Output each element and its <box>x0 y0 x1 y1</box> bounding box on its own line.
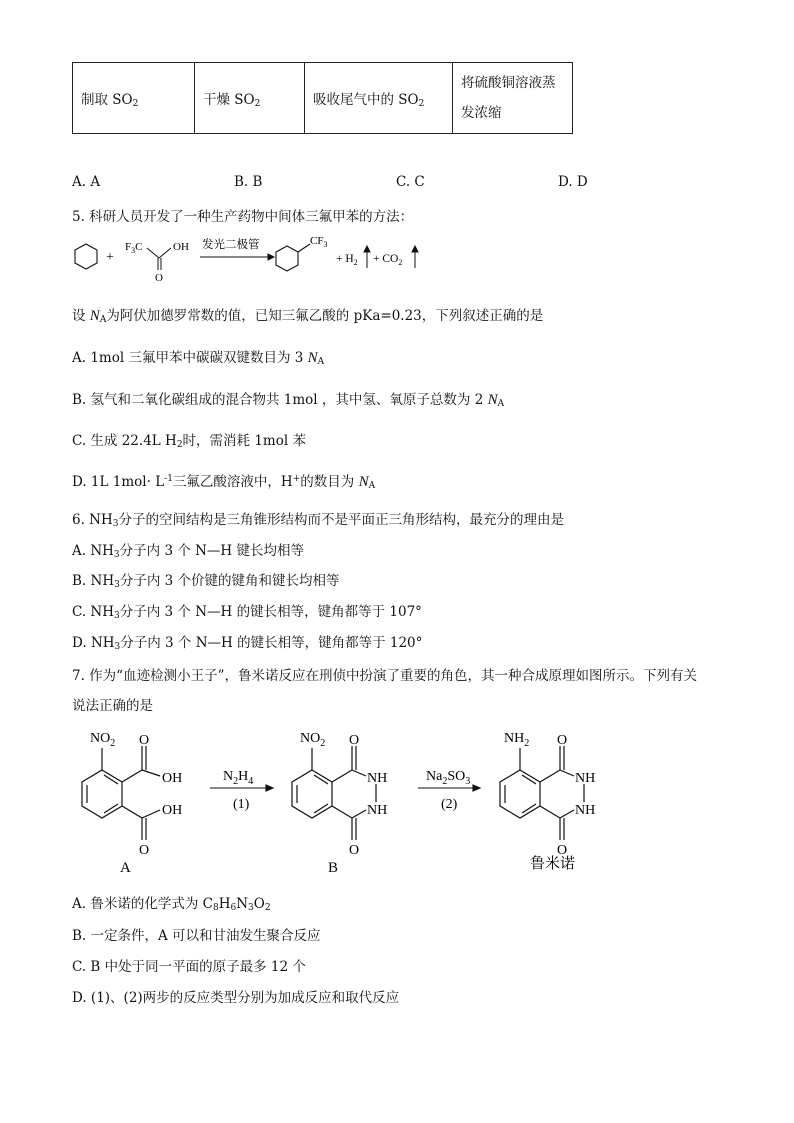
luminol-label: 鲁米诺 <box>530 856 576 872</box>
b-nh-top-label: NH <box>367 771 388 786</box>
reagent-n2h4: $N_2H_4$ <box>223 769 254 787</box>
table-cell-2: 干燥 $SO_2$ <box>195 63 305 134</box>
q5-option-d[interactable]: D. 1L $1mol\cdot L^{-1}$三氟乙酸溶液中，H+的数目为 $N_A$ <box>72 474 376 491</box>
b-nh-bottom-label: NH <box>367 803 388 818</box>
b-o-bottom-label: O <box>349 843 360 858</box>
q7-option-d[interactable]: D. (1)、(2)两步的反应类型分别为加成反应和取代反应 <box>72 990 400 1006</box>
q6-option-c[interactable]: C. $NH_3$分子内 3 个 N—H 的键长相等，键角都等于 107° <box>72 604 422 621</box>
acid-o-label: O <box>155 272 163 284</box>
luminol-o-bottom-label: O <box>557 843 568 858</box>
h2-label: + $H_2$ <box>336 253 358 267</box>
a-o-bottom-label: O <box>139 843 150 858</box>
gas-arrow-up-icon <box>412 246 418 268</box>
reagent-na2so3: $Na_2SO_3$ <box>426 769 471 787</box>
co2-label: + $CO_2$ <box>373 253 403 267</box>
q7-option-b[interactable]: B. 一定条件，A 可以和甘油发生聚合反应 <box>72 928 321 944</box>
table-cell-1: 制取 $SO_2$ <box>73 63 195 134</box>
luminol-synthesis-scheme <box>60 722 620 880</box>
trifluorotoluene-structure <box>276 244 310 271</box>
plus-sign: + <box>106 250 114 265</box>
q7-stem-line1: 7. 作为“血迹检测小王子”，鲁米诺反应在刑侦中扮演了重要的角色，其一种合成原理如图所示。下列有关 <box>72 668 697 684</box>
acid-oh-label: OH <box>173 241 189 253</box>
luminol-nh-top-label: NH <box>575 771 596 786</box>
luminol-nh2-label: $NH_2$ <box>504 731 530 749</box>
compound-b-structure <box>292 746 376 840</box>
q7-option-a[interactable]: A. 鲁米诺的化学式为 $C_8H_6N_3O_2$ <box>72 896 271 913</box>
cf3-label: $CF_3$ <box>310 235 328 249</box>
step2-label: (2) <box>441 797 458 812</box>
step2-arrow <box>418 785 480 791</box>
reaction-arrow <box>200 254 274 260</box>
a-oh-top-label: OH <box>162 771 183 786</box>
q5-option-c[interactable]: C. 生成 22.4L $H_2$时，需消耗 1mol 苯 <box>72 433 306 450</box>
a-o-top-label: O <box>139 733 150 748</box>
q6-option-d[interactable]: D. $NH_3$分子内 3 个 N—H 的键长相等，键角都等于 120° <box>72 635 423 652</box>
condition-label: 发光二极管 <box>202 239 260 251</box>
step1-label: (1) <box>233 797 250 812</box>
f3c-label: $F_3C$ <box>125 241 143 255</box>
q7-stem-line2: 说法正确的是 <box>72 698 153 714</box>
q6-stem: 6. $NH_3$分子的空间结构是三角锥形结构而不是平面正三角形结构，最充分的理由是 <box>72 512 564 529</box>
q6-option-a[interactable]: A. $NH_3$分子内 3 个 N—H 键长均相等 <box>72 543 304 560</box>
q7-option-c[interactable]: C. B 中处于同一平面的原子最多 12 个 <box>72 959 306 975</box>
q5-option-a[interactable]: A. 1mol 三氟甲苯中碳碳双键数目为 3 $N_A$ <box>72 350 325 367</box>
luminol-nh-bottom-label: NH <box>575 803 596 818</box>
luminol-structure <box>500 746 584 840</box>
q5-given: 设 $N_A$为阿伏加德罗常数的值，已知三氟乙酸的 pKa=0.23，下列叙述正确的是 <box>72 308 544 325</box>
b-o-top-label: O <box>349 733 360 748</box>
q4-option-a[interactable]: A. A <box>72 174 101 190</box>
a-no2-label: $NO_2$ <box>90 731 116 749</box>
benzene-structure <box>75 244 97 269</box>
b-no2-label: $NO_2$ <box>300 731 326 749</box>
q4-option-c[interactable]: C. C <box>396 174 425 190</box>
q5-option-b[interactable]: B. 氢气和二氧化碳组成的混合物共 1mol ，其中氢、氧原子总数为 2 $N_A$ <box>72 392 505 409</box>
table-cell-3: 吸收尾气中的 $SO_2$ <box>305 63 453 134</box>
step1-arrow <box>210 785 273 791</box>
apparatus-table <box>72 62 573 134</box>
a-oh-bottom-label: OH <box>162 803 183 818</box>
compound-b-label: B <box>328 860 339 876</box>
compound-a-structure <box>82 746 160 840</box>
table-cell-4: 将硫酸铜溶液蒸 发浓缩 <box>453 63 573 134</box>
gas-arrow-up-icon <box>364 246 370 268</box>
q4-option-d[interactable]: D. D <box>558 174 588 190</box>
q6-option-b[interactable]: B. $NH_3$分子内 3 个价键的键角和键长均相等 <box>72 573 340 590</box>
acid-bonds <box>147 248 171 270</box>
luminol-o-top-label: O <box>557 733 568 748</box>
q4-option-b[interactable]: B. B <box>234 174 263 190</box>
q5-reaction-scheme <box>70 228 440 288</box>
q5-stem: 5. 科研人员开发了一种生产药物中间体三氟甲苯的方法： <box>72 209 414 225</box>
compound-a-label: A <box>120 860 131 876</box>
